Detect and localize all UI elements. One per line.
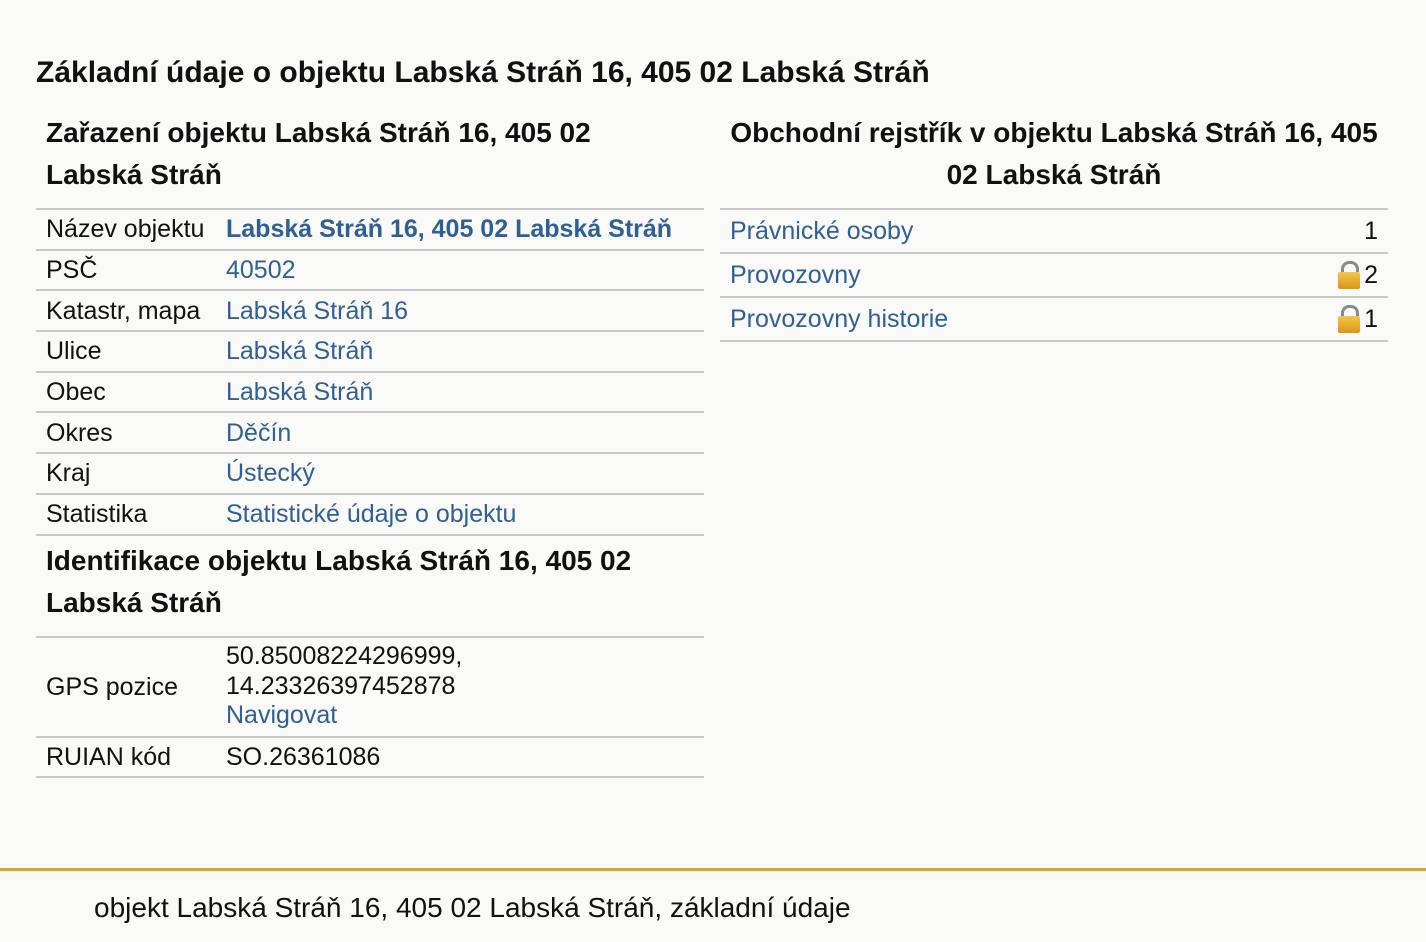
table-row	[36, 454, 704, 495]
row-label: Ulice	[46, 337, 102, 366]
table-row	[36, 738, 704, 779]
row-count	[1364, 217, 1378, 246]
table-row	[36, 210, 704, 251]
statistika-link[interactable]: Statistické údaje o objektu	[226, 500, 517, 529]
row-label: Statistika	[46, 500, 148, 529]
okres-link[interactable]: Děčín	[226, 418, 292, 447]
row-label: Obec	[46, 378, 106, 407]
provozovny-link[interactable]: Provozovny	[730, 260, 861, 289]
table-row	[720, 298, 1388, 342]
psc-link[interactable]: 40502	[226, 256, 296, 285]
ruian-value: SO.26361086	[226, 742, 381, 771]
object-name-link[interactable]: Labská Stráň 16, 405 02 Labská Stráň	[226, 215, 673, 244]
table-row	[36, 373, 704, 414]
row-label: RUIAN kód	[46, 742, 172, 771]
row-label: PSČ	[46, 256, 98, 285]
right-column	[720, 112, 1388, 342]
table-row	[36, 638, 704, 738]
katastr-link[interactable]: Labská Stráň 16	[226, 296, 409, 325]
page-title: Základní údaje o objektu Labská Stráň 16, 405 02 Labská Stráň	[36, 56, 930, 89]
row-label: Katastr, mapa	[46, 296, 201, 325]
table-row	[720, 210, 1388, 254]
identifikace-table	[36, 638, 704, 779]
row-label: Název objektu	[46, 215, 205, 244]
gps-value	[226, 642, 704, 731]
zarazeni-table	[36, 210, 704, 536]
footer-text: objekt Labská Stráň 16, 405 02 Labská Stráň, základní údaje	[94, 892, 851, 923]
gps-latitude: 50.85008224296999,	[226, 642, 463, 671]
zarazeni-title: Zařazení objektu Labská Stráň 16, 405 02 Labská Stráň	[36, 112, 704, 210]
count-value: 1	[1364, 304, 1378, 333]
row-count	[1338, 261, 1378, 290]
table-row	[36, 332, 704, 373]
row-label: Kraj	[46, 459, 91, 488]
row-count	[1338, 305, 1378, 334]
left-column	[36, 112, 704, 778]
obec-link[interactable]: Labská Stráň	[226, 378, 374, 407]
ulice-link[interactable]: Labská Stráň	[226, 337, 374, 366]
table-row	[720, 254, 1388, 298]
rejstrik-table	[720, 210, 1388, 342]
row-label: Okres	[46, 418, 113, 447]
table-row	[36, 413, 704, 454]
table-row	[36, 495, 704, 536]
footer-divider	[0, 868, 1426, 871]
lock-icon	[1338, 305, 1360, 333]
count-value: 2	[1364, 260, 1378, 289]
table-row	[36, 251, 704, 292]
lock-icon	[1338, 261, 1360, 289]
provozovny-historie-link[interactable]: Provozovny historie	[730, 304, 949, 333]
table-row	[36, 291, 704, 332]
identifikace-title: Identifikace objektu Labská Stráň 16, 405 02 Labská Stráň	[36, 540, 704, 638]
gps-longitude: 14.23326397452878	[226, 671, 456, 700]
rejstrik-title: Obchodní rejstřík v objektu Labská Stráň 16, 405 02 Labská Stráň	[720, 112, 1388, 210]
pravnicke-osoby-link[interactable]: Právnické osoby	[730, 216, 914, 245]
kraj-link[interactable]: Ústecký	[226, 459, 315, 488]
row-label: GPS pozice	[46, 672, 179, 701]
count-value: 1	[1364, 216, 1378, 245]
navigate-link[interactable]: Navigovat	[226, 701, 338, 730]
